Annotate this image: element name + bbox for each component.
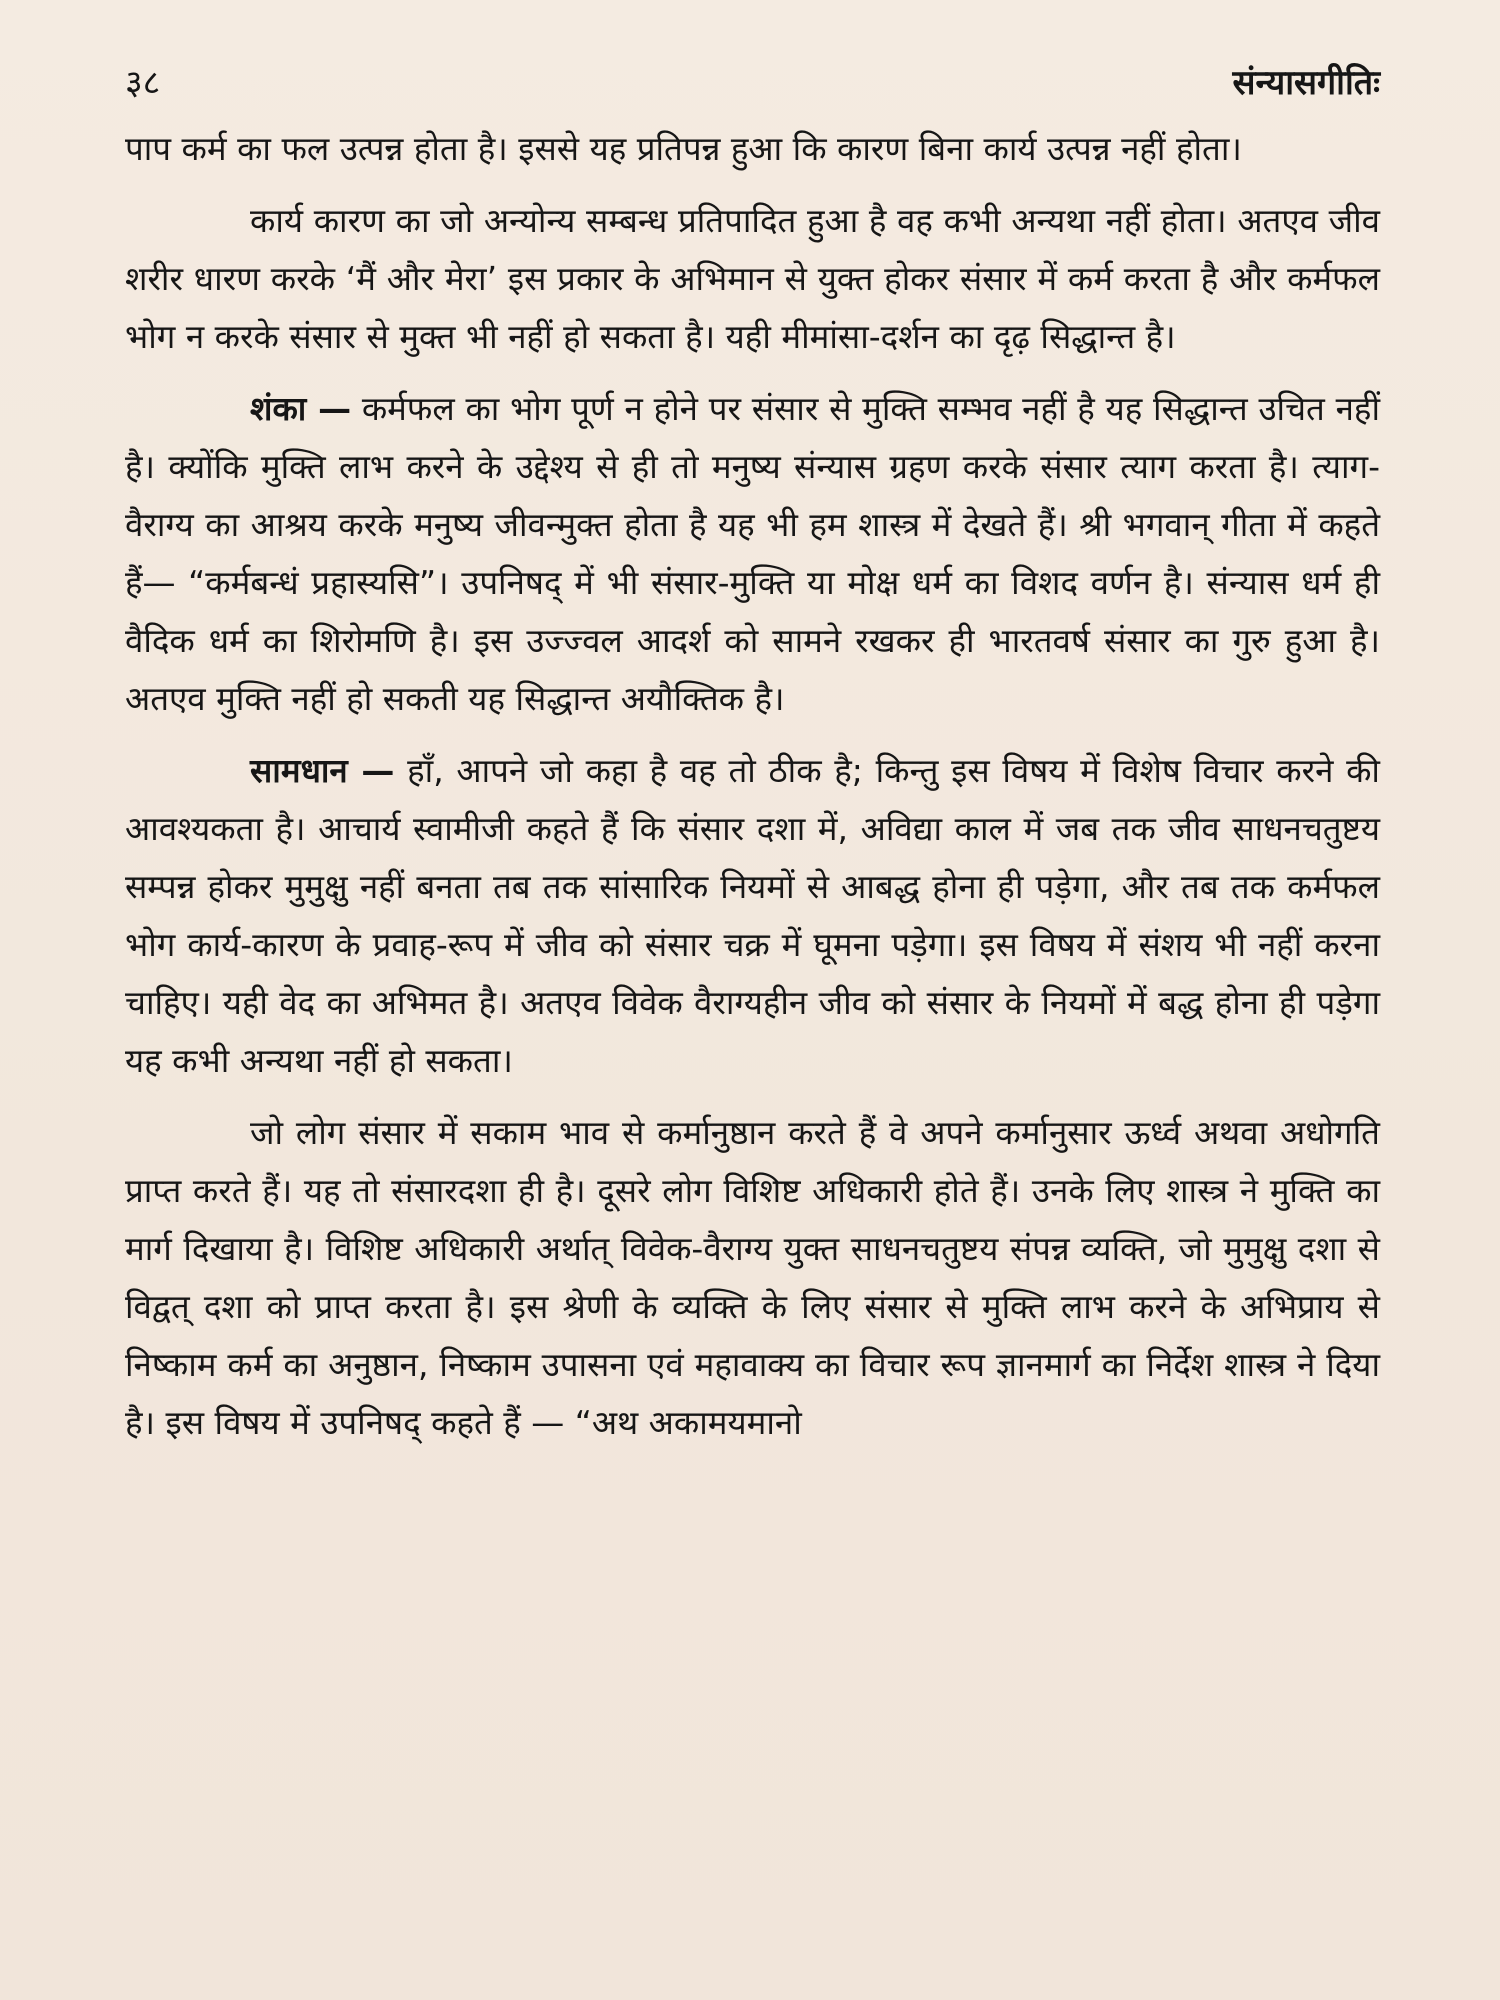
page-header [125, 48, 1380, 118]
paragraph-continuation: पाप कर्म का फल उत्पन्न होता है। इससे यह प्रतिपन्न हुआ कि कारण बिना कार्य उत्पन्न नहीं होता। [125, 129, 1242, 168]
page-number: ३८ [125, 63, 161, 103]
paragraph-resolution [125, 742, 1380, 1090]
objection-label: शंका — [250, 389, 352, 428]
running-title: संन्यासगीतिः [1232, 63, 1380, 103]
paragraph-qualified-aspirants: जो लोग संसार में सकाम भाव से कर्मानुष्ठान करते हैं वे अपने कर्मानुसार ऊर्ध्व अथवा अधोगति प्राप्त करते हैं। यह तो संसारदशा ही है। दूसरे लोग विशिष्ट अधिकारी होते हैं। उनके लिए शास्त्र ने मुक्ति का मार्ग दिखाया है। विशिष्ट अधिकारी अर्थात् विवेक-वैराग्य युक्त साधनचतुष्टय संपन्न व्यक्ति, जो मुमुक्षु दशा से विद्वत् दशा को प्राप्त करता है। इस श्रेणी के व्यक्ति के लिए संसार से मुक्ति लाभ करने के अभिप्राय से निष्काम कर्म का अनुष्ठान, निष्काम उपासना एवं महावाक्य का विचार रूप ज्ञानमार्ग का निर्देश शास्त्र ने दिया है। इस विषय में उपनिषद् कहते हैं — “अथ अकामयमानो [125, 1113, 1380, 1442]
resolution-label: सामधान — [250, 751, 395, 790]
objection-text: कर्मफल का भोग पूर्ण न होने पर संसार से मुक्ति सम्भव नहीं है यह सिद्धान्त उचित नहीं है। क्योंकि मुक्ति लाभ करने के उद्देश्य से ही तो मनुष्य संन्यास ग्रहण करके संसार त्याग करता है। त्याग-वैराग्य का आश्रय करके मनुष्य जीवन्मुक्त होता है यह भी हम शास्त्र में देखते हैं। श्री भगवान् गीता में कहते हैं— “कर्मबन्धं प्रहास्यसि”। उपनिषद् में भी संसार-मुक्ति या मोक्ष धर्म का विशद वर्णन है। संन्यास धर्म ही वैदिक धर्म का शिरोमणि है। इस उज्ज्वल आदर्श को सामने रखकर ही भारतवर्ष संसार का गुरु हुआ है। अतएव मुक्ति नहीं हो सकती यह सिद्धान्त अयौक्तिक है। [125, 389, 1380, 718]
paragraph-objection [125, 380, 1380, 728]
resolution-text: हाँ, आपने जो कहा है वह तो ठीक है; किन्तु इस विषय में विशेष विचार करने की आवश्यकता है। आचार्य स्वामीजी कहते हैं कि संसार दशा में, अविद्या काल में जब तक जीव साधनचतुष्टय सम्पन्न होकर मुमुक्षु नहीं बनता तब तक सांसारिक नियमों से आबद्ध होना ही पड़ेगा, और तब तक कर्मफल भोग कार्य-कारण के प्रवाह-रूप में जीव को संसार चक्र में घूमना पड़ेगा। इस विषय में संशय भी नहीं करना चाहिए। यही वेद का अभिमत है। अतएव विवेक वैराग्यहीन जीव को संसार के नियमों में बद्ध होना ही पड़ेगा यह कभी अन्यथा नहीं हो सकता। [125, 751, 1380, 1080]
paragraph-cause-effect: कार्य कारण का जो अन्योन्य सम्बन्ध प्रतिपादित हुआ है वह कभी अन्यथा नहीं होता। अतएव जीव शरीर धारण करके ‘मैं और मेरा’ इस प्रकार के अभिमान से युक्त होकर संसार में कर्म करता है और कर्मफल भोग न करके संसार से मुक्त भी नहीं हो सकता है। यही मीमांसा-दर्शन का दृढ़ सिद्धान्त है। [125, 201, 1380, 356]
